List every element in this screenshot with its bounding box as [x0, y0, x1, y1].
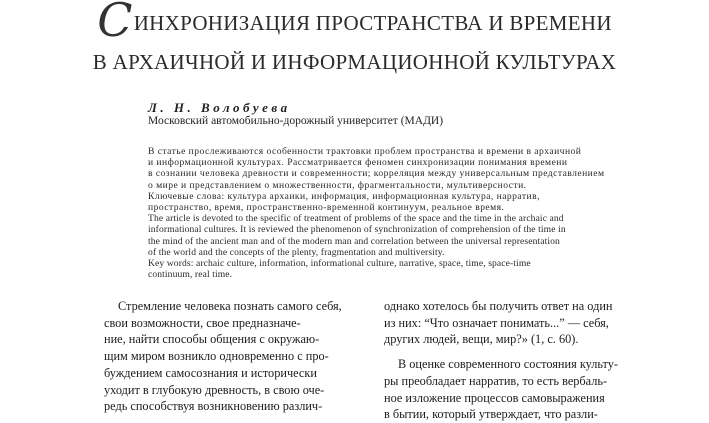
body-right-line: других людей, вещи, мир?» (1, с. 60). [384, 332, 579, 347]
article-title-line-1 [0, 0, 709, 47]
body-left-line: свои возможности, свое предназначе- [104, 315, 301, 330]
body-left-line: редь способствуя возникновению различ- [104, 399, 323, 414]
abstract-en-line: informational cultures. It is reviewed the phenomenon of synchronization of comprehension of the time in [148, 224, 566, 236]
body-right-line: из них: “Что означает понимать...” — себя, [384, 315, 609, 330]
body-right-paragraph-1 [384, 298, 649, 348]
body-right-line: однако хотелось бы получить ответ на один [384, 299, 613, 313]
keywords-en-line: continuum, real time. [148, 269, 233, 281]
body-right-line: ры преобладает нарратив, то есть вербаль- [384, 373, 608, 388]
body-right-line: в бытии, который утверждает, что разли- [384, 407, 598, 422]
body-right-line: ное изложение процессов самовыражения [384, 390, 605, 405]
keywords-en [148, 258, 608, 280]
abstract-en-line: the mind of the ancient man and of the modern man and correlation between the universal representation [148, 235, 560, 247]
keywords-en-line: Key words: archaic culture, information, informational culture, narrative, space, time, space-time [148, 258, 531, 270]
body-left-line: буждением самосознания и исторически [104, 365, 317, 380]
author-name: Л. Н. Волобуева [148, 100, 291, 115]
body-right-paragraph-2 [384, 356, 649, 423]
keywords-ru-line: Ключевые слова: культура архаики, информация, информационная культура, нарратив, [148, 190, 540, 202]
body-left-line: щим миром возникло одновременно с про- [104, 349, 329, 364]
body-left-line: уходит в глубокую древность, в свою оче- [104, 382, 325, 397]
body-left-line: ние, найти способы общения с окружаю- [104, 332, 320, 347]
keywords-ru-line: пространство, время, пространственно-временной континуум, реальное время. [148, 202, 505, 214]
keywords-ru [148, 191, 608, 213]
abstract-en-line: of the world and the concepts of the plenty, fragmentation and multiversity. [148, 246, 445, 258]
abstract-en-line: The article is devoted to the specific of treatment of problems of the space and the time in the archaic and [148, 213, 564, 225]
title-line-1-text: ИНХРОНИЗАЦИЯ ПРОСТРАНСТВА И ВРЕМЕНИ [133, 11, 612, 35]
abstract-block [148, 146, 608, 280]
abstract-ru-line: и информационной культурах. Рассматривается феномен синхронизации понимания времени [148, 157, 568, 169]
body-left-line: Стремление человека познать самого себя, [118, 299, 342, 313]
abstract-ru-line: о мире и представлением о множественности, фрагментальности, мультиверсности. [148, 179, 527, 191]
body-right-line: В оценке современного состояния культу- [398, 357, 618, 372]
body-column-right [384, 298, 649, 423]
title-dropcap: С [97, 0, 133, 47]
abstract-en [148, 213, 608, 258]
abstract-ru-line: В статье прослеживаются особенности трактовки проблем пространства и времени в архаичной [148, 146, 582, 157]
author-affiliation: Московский автомобильно-дорожный университет (МАДИ) [148, 115, 444, 127]
abstract-ru-line: в сознании человека древности и современности; корреляция между универсальным представлением [148, 168, 605, 180]
article-title-line-2: В АРХАИЧНОЙ И ИНФОРМАЦИОННОЙ КУЛЬТУРАХ [92, 50, 617, 74]
abstract-ru [148, 146, 608, 191]
body-column-left [104, 298, 369, 415]
